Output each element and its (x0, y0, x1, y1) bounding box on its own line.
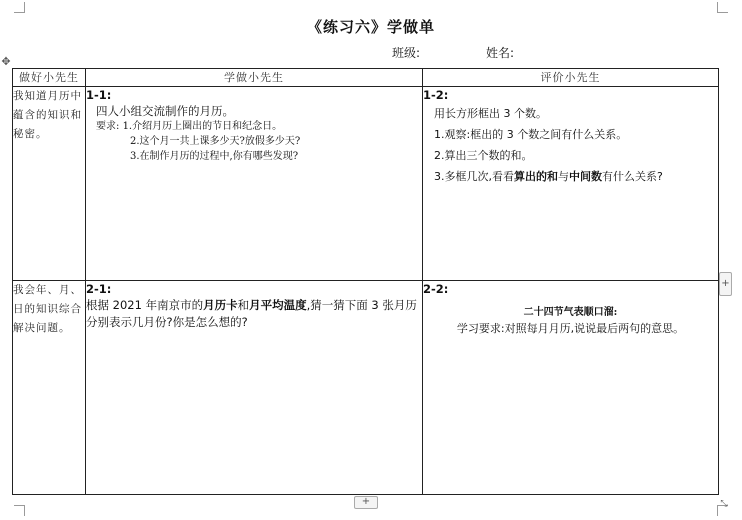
eval-line (423, 166, 718, 187)
study-requirement: 学习要求:对照每月月历,说说最后两句的意思。 (456, 322, 685, 335)
eval-emphasis: 中间数 (569, 170, 602, 183)
table-row (13, 281, 719, 495)
requirement-item: 3.在制作月历的过程中,你有哪些发现? (130, 151, 299, 162)
eval-emphasis: 算出的和 (514, 170, 558, 183)
name-label: 姓名: (486, 46, 515, 60)
requirement-label: 要求: (96, 121, 120, 132)
eval-text: 有什么关系? (602, 170, 663, 183)
eval-cell[interactable] (423, 87, 719, 281)
requirement-line (86, 119, 422, 134)
table-resize-icon[interactable]: ⤡ (720, 499, 728, 509)
header-cell: 学做小先生 (86, 69, 423, 87)
learn-cell[interactable] (86, 281, 423, 495)
task-text: 和 (237, 298, 250, 312)
cell-title: 2-1: (86, 282, 112, 296)
side-cell[interactable]: 我知道月历中蕴含的知识和秘密。 (13, 87, 86, 281)
header-cell: 评价小先生 (423, 69, 719, 87)
add-row-button[interactable]: + (354, 496, 378, 509)
rhyme-heading: 二十四节气表顺口溜: (523, 307, 618, 318)
document-title: 《练习六》学做单 (306, 18, 435, 36)
requirement-item: 1.介绍月历上圈出的节日和纪念日。 (122, 121, 283, 132)
page-corner-mark (717, 2, 728, 13)
cell-intro: 用长方形框出 3 个数。 (434, 107, 547, 120)
cell-title: 1-1: (86, 88, 112, 102)
eval-line: 1.观察:框出的 3 个数之间有什么关系。 (434, 128, 628, 141)
learn-cell[interactable] (86, 87, 423, 281)
cell-title: 1-2: (423, 88, 449, 102)
task-paragraph (86, 297, 422, 331)
task-emphasis: 月历卡 (203, 298, 238, 312)
eval-text: 与 (558, 170, 569, 183)
header-cell: 做好小先生 (13, 69, 86, 87)
add-column-button[interactable]: + (719, 272, 732, 296)
side-cell[interactable]: 我会年、月、日的知识综合解决问题。 (13, 281, 86, 495)
header-row (13, 69, 719, 87)
eval-cell[interactable] (423, 281, 719, 495)
page-corner-mark (14, 505, 25, 516)
task-text: ,猜一猜下面 3 张月历分别表示几月份?你是怎么想的? (86, 298, 417, 329)
cell-title: 2-2: (423, 282, 449, 296)
table-move-handle-icon[interactable]: ✥ (1, 55, 11, 68)
page-corner-mark (14, 2, 25, 13)
table-row (13, 87, 719, 281)
task-text: 根据 2021 年南京市的 (86, 298, 204, 312)
class-label: 班级: (392, 46, 421, 60)
worksheet-table (12, 68, 719, 495)
cell-intro: 四人小组交流制作的月历。 (96, 104, 234, 118)
eval-line: 2.算出三个数的和。 (434, 149, 533, 162)
task-emphasis: 月平均温度 (249, 298, 307, 312)
requirement-item: 2.这个月一共上课多少天?放假多少天? (130, 136, 301, 147)
eval-text: 3.多框几次,看看 (434, 170, 514, 183)
